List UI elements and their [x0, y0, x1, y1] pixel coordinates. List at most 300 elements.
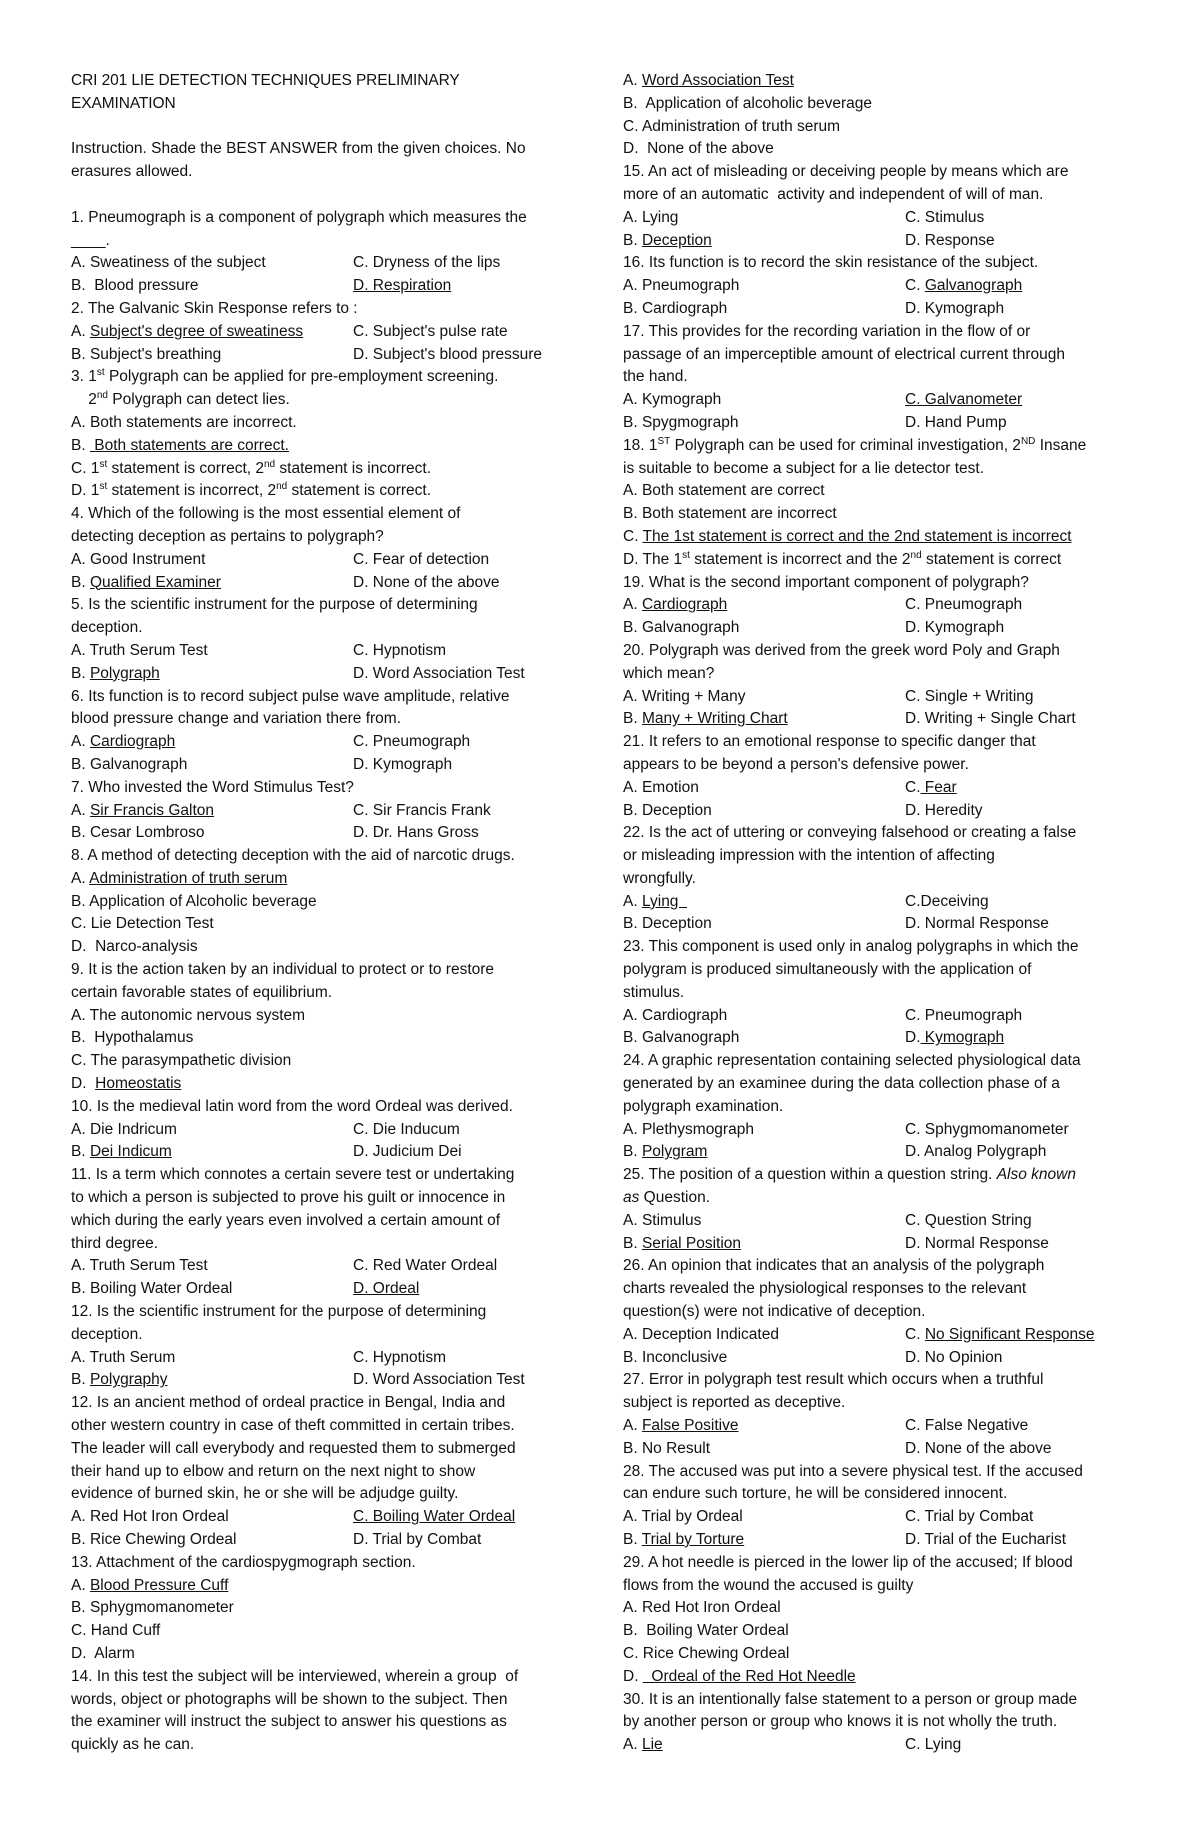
text-line — [71, 1575, 571, 1598]
choice-row — [71, 1369, 571, 1392]
text-line — [71, 458, 571, 481]
ordinal-superscript: nd — [96, 390, 108, 402]
choice-row — [71, 663, 571, 686]
text-line — [71, 1415, 571, 1438]
text-run: C. 1 — [71, 459, 100, 477]
text-run: A. Red Hot Iron Ordeal — [71, 1508, 229, 1526]
text-run: D. Narco-analysis — [71, 938, 198, 956]
choice-row — [71, 731, 571, 754]
text-run: B. Boiling Water Ordeal — [623, 1622, 789, 1640]
text-run: B. — [71, 573, 90, 591]
choice-right — [905, 207, 984, 230]
choice-left — [623, 594, 905, 617]
text-line — [71, 1187, 571, 1210]
choice-left — [71, 731, 353, 754]
text-run: D. Hand Pump — [905, 413, 1007, 431]
text-run: D. Normal Response — [905, 1234, 1049, 1252]
ordinal-superscript: ST — [657, 435, 671, 447]
choice-row — [623, 1027, 1143, 1050]
text-line — [71, 1392, 571, 1415]
text-run: D. Alarm — [71, 1644, 135, 1662]
text-run: 21. It refers to an emotional response to specific danger that — [623, 733, 1036, 751]
underlined-answer: Deception — [641, 231, 712, 249]
underlined-answer: False Positive — [641, 1417, 739, 1435]
choice-left — [623, 207, 905, 230]
choice-row — [71, 754, 571, 777]
text-run: 15. An act of misleading or deceiving people by means which are — [623, 163, 1069, 181]
text-run: statement is correct, 2 — [107, 459, 264, 477]
text-line — [623, 344, 1143, 367]
choice-row — [71, 1141, 571, 1164]
text-run: 6. Its function is to record subject pulse wave amplitude, relative — [71, 687, 510, 705]
choice-right — [905, 1027, 1004, 1050]
text-run: statement is correct — [921, 550, 1062, 568]
choice-row — [71, 822, 571, 845]
choice-row — [623, 298, 1143, 321]
text-run: A. — [623, 72, 642, 89]
choice-right — [353, 321, 508, 344]
text-run: C. — [905, 1325, 925, 1343]
text-line — [623, 1301, 1143, 1324]
text-run: wrongfully. — [623, 869, 696, 887]
text-run: C. Hypnotism — [353, 641, 447, 659]
text-run: 28. The accused was put into a severe physical test. If the accused — [623, 1462, 1083, 1480]
ordinal-superscript: nd — [264, 458, 276, 470]
text-line — [71, 298, 571, 321]
text-line — [71, 1005, 571, 1028]
text-run: B. — [623, 1234, 642, 1252]
text-run: A. — [71, 869, 90, 887]
text-line — [71, 1210, 571, 1233]
text-run: D. Heredity — [905, 801, 983, 819]
text-line — [71, 1096, 571, 1119]
text-run: 10. Is the medieval latin word from the word Ordeal was derived. — [71, 1097, 513, 1115]
text-run: B. Cardiograph — [623, 299, 728, 317]
text-run: D. None of the above — [353, 573, 500, 591]
text-line — [71, 594, 571, 617]
text-run: A. Pneumograph — [623, 277, 740, 295]
choice-row — [623, 1141, 1143, 1164]
underlined-answer: Polygraph — [89, 664, 160, 682]
choice-right — [905, 389, 1022, 412]
choice-right — [353, 549, 489, 572]
text-run: C. Lying — [905, 1736, 962, 1754]
text-run: 8. A method of detecting deception with the aid of narcotic drugs. — [71, 847, 515, 865]
text-run: 22. Is the act of uttering or conveying falsehood or creating a false — [623, 824, 1077, 842]
choice-right — [353, 1141, 462, 1164]
text-run: deception. — [71, 619, 143, 637]
text-line — [623, 868, 1143, 891]
text-line — [71, 1552, 571, 1575]
text-run: B. Sphygmomanometer — [71, 1599, 234, 1617]
choice-right — [353, 1369, 525, 1392]
choice-left — [623, 1027, 905, 1050]
underlined-answer: Homeostatis — [95, 1075, 182, 1093]
text-run: 25. The position of a question within a question string. — [623, 1166, 997, 1184]
text-run: C. — [623, 527, 643, 545]
text-run: stimulus. — [623, 983, 685, 1001]
text-run: B. — [623, 231, 642, 249]
text-run: D. The 1 — [623, 550, 683, 568]
text-run: D. — [623, 1667, 643, 1685]
text-run: A. Emotion — [623, 778, 699, 796]
text-run: blood pressure change and variation there from. — [71, 710, 402, 728]
text-run: B. Subject's breathing — [71, 345, 222, 363]
text-run: B. Spygmograph — [623, 413, 739, 431]
text-line — [623, 526, 1143, 549]
text-run: question(s) were not indicative of deception. — [623, 1303, 926, 1321]
text-run: Polygraph can be used for criminal investigation, 2 — [670, 436, 1021, 454]
choice-row — [623, 230, 1143, 253]
text-run: C. False Negative — [905, 1417, 1029, 1435]
text-run: 18. 1 — [623, 436, 658, 454]
text-line — [71, 1324, 571, 1347]
text-line — [71, 1438, 571, 1461]
spacer — [71, 184, 571, 207]
text-run: 24. A graphic representation containing selected physiological data — [623, 1052, 1081, 1070]
text-run: 7. Who invested the Word Stimulus Test? — [71, 778, 354, 796]
choice-row — [71, 1347, 571, 1370]
text-run: A. Cardiograph — [623, 1006, 728, 1024]
text-run: D. None of the above — [623, 140, 774, 158]
choice-row — [623, 617, 1143, 640]
text-line — [71, 845, 571, 868]
text-run: C. — [905, 277, 925, 295]
underlined-answer: Word Association Test — [641, 72, 794, 89]
text-run: C.Deceiving — [905, 892, 989, 910]
text-line — [623, 572, 1143, 595]
choice-row — [623, 1005, 1143, 1028]
underlined-answer: Many + Writing Chart — [641, 710, 788, 728]
text-line — [623, 1483, 1143, 1506]
text-line — [623, 549, 1143, 572]
text-line — [71, 503, 571, 526]
underlined-answer: Trial by Torture — [641, 1531, 745, 1548]
choice-left — [71, 549, 353, 572]
choice-right — [353, 275, 451, 298]
text-run: D. 1 — [71, 482, 100, 500]
choice-row — [623, 1210, 1143, 1233]
text-line — [71, 1666, 571, 1689]
text-line — [71, 389, 571, 412]
choice-row — [623, 1529, 1143, 1552]
text-run: C. Pneumograph — [905, 596, 1023, 614]
text-run: C. Dryness of the lips — [353, 254, 501, 272]
text-run: D. Dr. Hans Gross — [353, 824, 479, 842]
choice-row — [623, 800, 1143, 823]
text-run: C. Hand Cuff — [71, 1622, 161, 1640]
text-run: C. Fear of detection — [353, 550, 490, 568]
text-run: 20. Polygraph was derived from the greek word Poly and Graph — [623, 641, 1060, 659]
text-line — [71, 1734, 571, 1757]
text-run: 2 — [71, 391, 97, 409]
left-question-list — [71, 207, 571, 1757]
text-run: statement is incorrect and the 2 — [689, 550, 911, 568]
text-run: A. — [623, 1736, 642, 1754]
text-run: B. Application of Alcoholic beverage — [71, 892, 317, 910]
choice-row — [71, 275, 571, 298]
choice-left — [623, 1119, 905, 1142]
text-run: deception. — [71, 1325, 143, 1343]
text-run: A. — [623, 596, 642, 614]
text-run: D. Kymograph — [905, 619, 1005, 637]
text-run: A. — [71, 801, 90, 819]
text-run: C. Lie Detection Test — [71, 915, 214, 933]
text-run: D. — [71, 1075, 96, 1093]
exam-title-line-1: CRI 201 LIE DETECTION TECHNIQUES PRELIMINARY — [71, 72, 460, 89]
underlined-answer: Lie — [641, 1736, 663, 1754]
text-line — [623, 936, 1143, 959]
underlined-answer: Lying — [641, 892, 688, 910]
choice-row — [71, 344, 571, 367]
text-run: Polygraph can detect lies. — [107, 391, 290, 409]
choice-right — [353, 1347, 446, 1370]
choice-left — [71, 572, 353, 595]
text-run: 2. The Galvanic Skin Response refers to : — [71, 299, 358, 317]
text-run: C. Subject's pulse rate — [353, 322, 508, 340]
ordinal-superscript: st — [96, 367, 105, 379]
text-run: to which a person is subjected to prove his guilt or innocence in — [71, 1189, 506, 1207]
text-run: polygram is produced simultaneously with the application of — [623, 961, 1032, 979]
choice-left — [623, 1005, 905, 1028]
text-line — [623, 252, 1143, 275]
text-run: C. Pneumograph — [905, 1006, 1023, 1024]
text-run: C. Sphygmomanometer — [905, 1120, 1069, 1138]
text-run: C. — [905, 778, 921, 796]
choice-row — [623, 1347, 1143, 1370]
choice-left — [623, 617, 905, 640]
text-run: D. No Opinion — [905, 1348, 1003, 1366]
underlined-answer: Galvanograph — [924, 277, 1023, 295]
choice-left — [623, 913, 905, 936]
text-run: The leader will call everybody and requested them to submerged — [71, 1439, 516, 1457]
right-question-list — [623, 70, 1143, 1757]
text-run: 23. This component is used only in analog polygraphs in which the — [623, 938, 1079, 956]
choice-right — [905, 1529, 1066, 1552]
text-line — [623, 161, 1143, 184]
text-line — [623, 1096, 1143, 1119]
text-run: B. Deception — [623, 915, 712, 933]
text-run: A. Writing + Many — [623, 687, 746, 705]
choice-row — [71, 321, 571, 344]
text-line — [71, 891, 571, 914]
text-run: D. Trial by Combat — [353, 1531, 482, 1548]
text-line — [71, 959, 571, 982]
text-run: words, object or photographs will be shown to the subject. Then — [71, 1690, 508, 1708]
choice-right — [905, 298, 1004, 321]
text-run: D. None of the above — [905, 1439, 1052, 1457]
text-run: 26. An opinion that indicates that an analysis of the polygraph — [623, 1257, 1045, 1275]
choice-left — [623, 1233, 905, 1256]
text-line — [623, 982, 1143, 1005]
underlined-answer: Subject's degree of sweatiness — [89, 322, 304, 340]
ordinal-superscript: ND — [1020, 435, 1036, 447]
text-run: A. Sweatiness of the subject — [71, 254, 266, 272]
text-line — [71, 1643, 571, 1666]
choice-right — [905, 1415, 1028, 1438]
text-run: certain favorable states of equilibrium. — [71, 983, 333, 1001]
text-run: D. Subject's blood pressure — [353, 345, 543, 363]
choice-left — [71, 1529, 353, 1552]
choice-row — [623, 891, 1143, 914]
choice-left — [71, 754, 353, 777]
choice-row — [71, 1255, 571, 1278]
text-line — [623, 731, 1143, 754]
text-run: passage of an imperceptible amount of electrical current through — [623, 345, 1065, 363]
underlined-answer: Sir Francis Galton — [89, 801, 214, 819]
ordinal-superscript: st — [99, 458, 108, 470]
text-line — [71, 982, 571, 1005]
text-run: B. No Result — [623, 1439, 711, 1457]
text-line — [623, 1552, 1143, 1575]
choice-row — [71, 252, 571, 275]
choice-right — [905, 617, 1004, 640]
text-run: A. Truth Serum — [71, 1348, 176, 1366]
text-line — [623, 321, 1143, 344]
choice-left — [71, 275, 353, 298]
text-run: A. Die Indricum — [71, 1120, 177, 1138]
text-line — [623, 435, 1143, 458]
text-line — [623, 184, 1143, 207]
left-column — [71, 70, 571, 1757]
text-line — [71, 1620, 571, 1643]
choice-left — [71, 1255, 353, 1278]
choice-right — [905, 1141, 1046, 1164]
text-line — [71, 1233, 571, 1256]
choice-right — [905, 1324, 1095, 1347]
text-run: C. Question String — [905, 1211, 1032, 1229]
text-line — [623, 1278, 1143, 1301]
choice-row — [71, 1529, 571, 1552]
text-line — [623, 480, 1143, 503]
choice-left — [623, 1141, 905, 1164]
text-run: statement is correct. — [287, 482, 432, 500]
text-line — [71, 1301, 571, 1324]
choice-left — [623, 1506, 905, 1529]
choice-row — [623, 686, 1143, 709]
text-line — [623, 138, 1143, 161]
underlined-answer: Cardiograph — [641, 596, 728, 614]
text-line — [71, 1711, 571, 1734]
text-run: 5. Is the scientific instrument for the purpose of determining — [71, 596, 478, 614]
choice-row — [623, 1119, 1143, 1142]
text-run: D. — [905, 1029, 921, 1047]
text-line — [71, 913, 571, 936]
text-line — [623, 959, 1143, 982]
text-line — [71, 412, 571, 435]
text-run: 17. This provides for the recording variation in the flow of or — [623, 322, 1031, 340]
text-run: statement is incorrect. — [275, 459, 432, 477]
underlined-answer: Polygram — [641, 1143, 708, 1161]
choice-left — [623, 1438, 905, 1461]
text-run: 16. Its function is to record the skin resistance of the subject. — [623, 254, 1039, 272]
text-run: statement is incorrect, 2 — [107, 482, 277, 500]
ordinal-superscript: nd — [276, 481, 288, 493]
text-line — [623, 1369, 1143, 1392]
choice-row — [71, 1119, 571, 1142]
choice-left — [623, 1415, 905, 1438]
underlined-answer: Cardiograph — [89, 733, 176, 751]
ordinal-superscript: nd — [910, 549, 922, 561]
text-run: third degree. — [71, 1234, 159, 1252]
text-run: C. Stimulus — [905, 208, 985, 226]
text-line — [71, 526, 571, 549]
choice-left — [623, 800, 905, 823]
text-run: C. Pneumograph — [353, 733, 471, 751]
text-run: 13. Attachment of the cardiospygmograph section. — [71, 1553, 416, 1571]
choice-right — [353, 640, 446, 663]
underlined-answer: Polygraphy — [89, 1371, 168, 1389]
choice-right — [353, 1529, 481, 1552]
right-column — [623, 70, 1143, 1757]
text-run: Insane — [1035, 436, 1087, 454]
choice-right — [353, 731, 470, 754]
choice-left — [71, 1506, 353, 1529]
text-run: detecting deception as pertains to polygraph? — [71, 527, 384, 545]
text-run: C. Sir Francis Frank — [353, 801, 491, 819]
text-line — [623, 1461, 1143, 1484]
choice-left — [623, 708, 905, 731]
choice-left — [71, 800, 353, 823]
choice-right — [353, 1278, 419, 1301]
text-run: B. Cesar Lombroso — [71, 824, 205, 842]
choice-right — [905, 708, 1076, 731]
text-line — [71, 1073, 571, 1096]
text-run: A. — [71, 1576, 90, 1594]
choice-right — [353, 1506, 515, 1529]
text-run: the examiner will instruct the subject to answer his questions as — [71, 1713, 507, 1731]
choice-right — [353, 1255, 497, 1278]
spacer — [71, 116, 571, 139]
text-run: ____. — [71, 231, 110, 249]
text-line — [623, 116, 1143, 139]
text-run: B. — [71, 436, 90, 454]
text-line — [623, 1255, 1143, 1278]
text-run: C. Die Inducum — [353, 1120, 460, 1138]
text-run: A. — [71, 733, 90, 751]
text-line — [71, 366, 571, 389]
choice-row — [623, 1415, 1143, 1438]
text-run: A. — [71, 322, 90, 340]
text-run: A. Lying — [623, 208, 679, 226]
text-run: their hand up to elbow and return on the next night to show — [71, 1462, 476, 1480]
text-run: A. — [623, 1417, 642, 1435]
choice-left — [71, 321, 353, 344]
choice-row — [71, 549, 571, 572]
text-line — [71, 1027, 571, 1050]
text-run: polygraph examination. — [623, 1097, 784, 1115]
text-line — [623, 822, 1143, 845]
choice-right — [905, 412, 1007, 435]
text-run: A. Stimulus — [623, 1211, 702, 1229]
text-run: which mean? — [623, 664, 715, 682]
choice-left — [71, 822, 353, 845]
ordinal-superscript: st — [99, 481, 108, 493]
text-run: B. Boiling Water Ordeal — [71, 1280, 233, 1298]
choice-left — [623, 1210, 905, 1233]
underlined-answer: C. Galvanometer — [905, 391, 1023, 409]
text-run: 9. It is the action taken by an individual to protect or to restore — [71, 961, 495, 979]
choice-right — [905, 913, 1049, 936]
text-line — [71, 1050, 571, 1073]
choice-left — [623, 1529, 905, 1552]
choice-row — [623, 1438, 1143, 1461]
text-run: by another person or group who knows it is not wholly the truth. — [623, 1713, 1058, 1731]
text-run: 12. Is the scientific instrument for the purpose of determining — [71, 1303, 487, 1321]
text-run: B. Application of alcoholic beverage — [623, 94, 873, 112]
text-run: evidence of burned skin, he or she will be adjudge guilty. — [71, 1485, 459, 1503]
choice-right — [905, 230, 995, 253]
